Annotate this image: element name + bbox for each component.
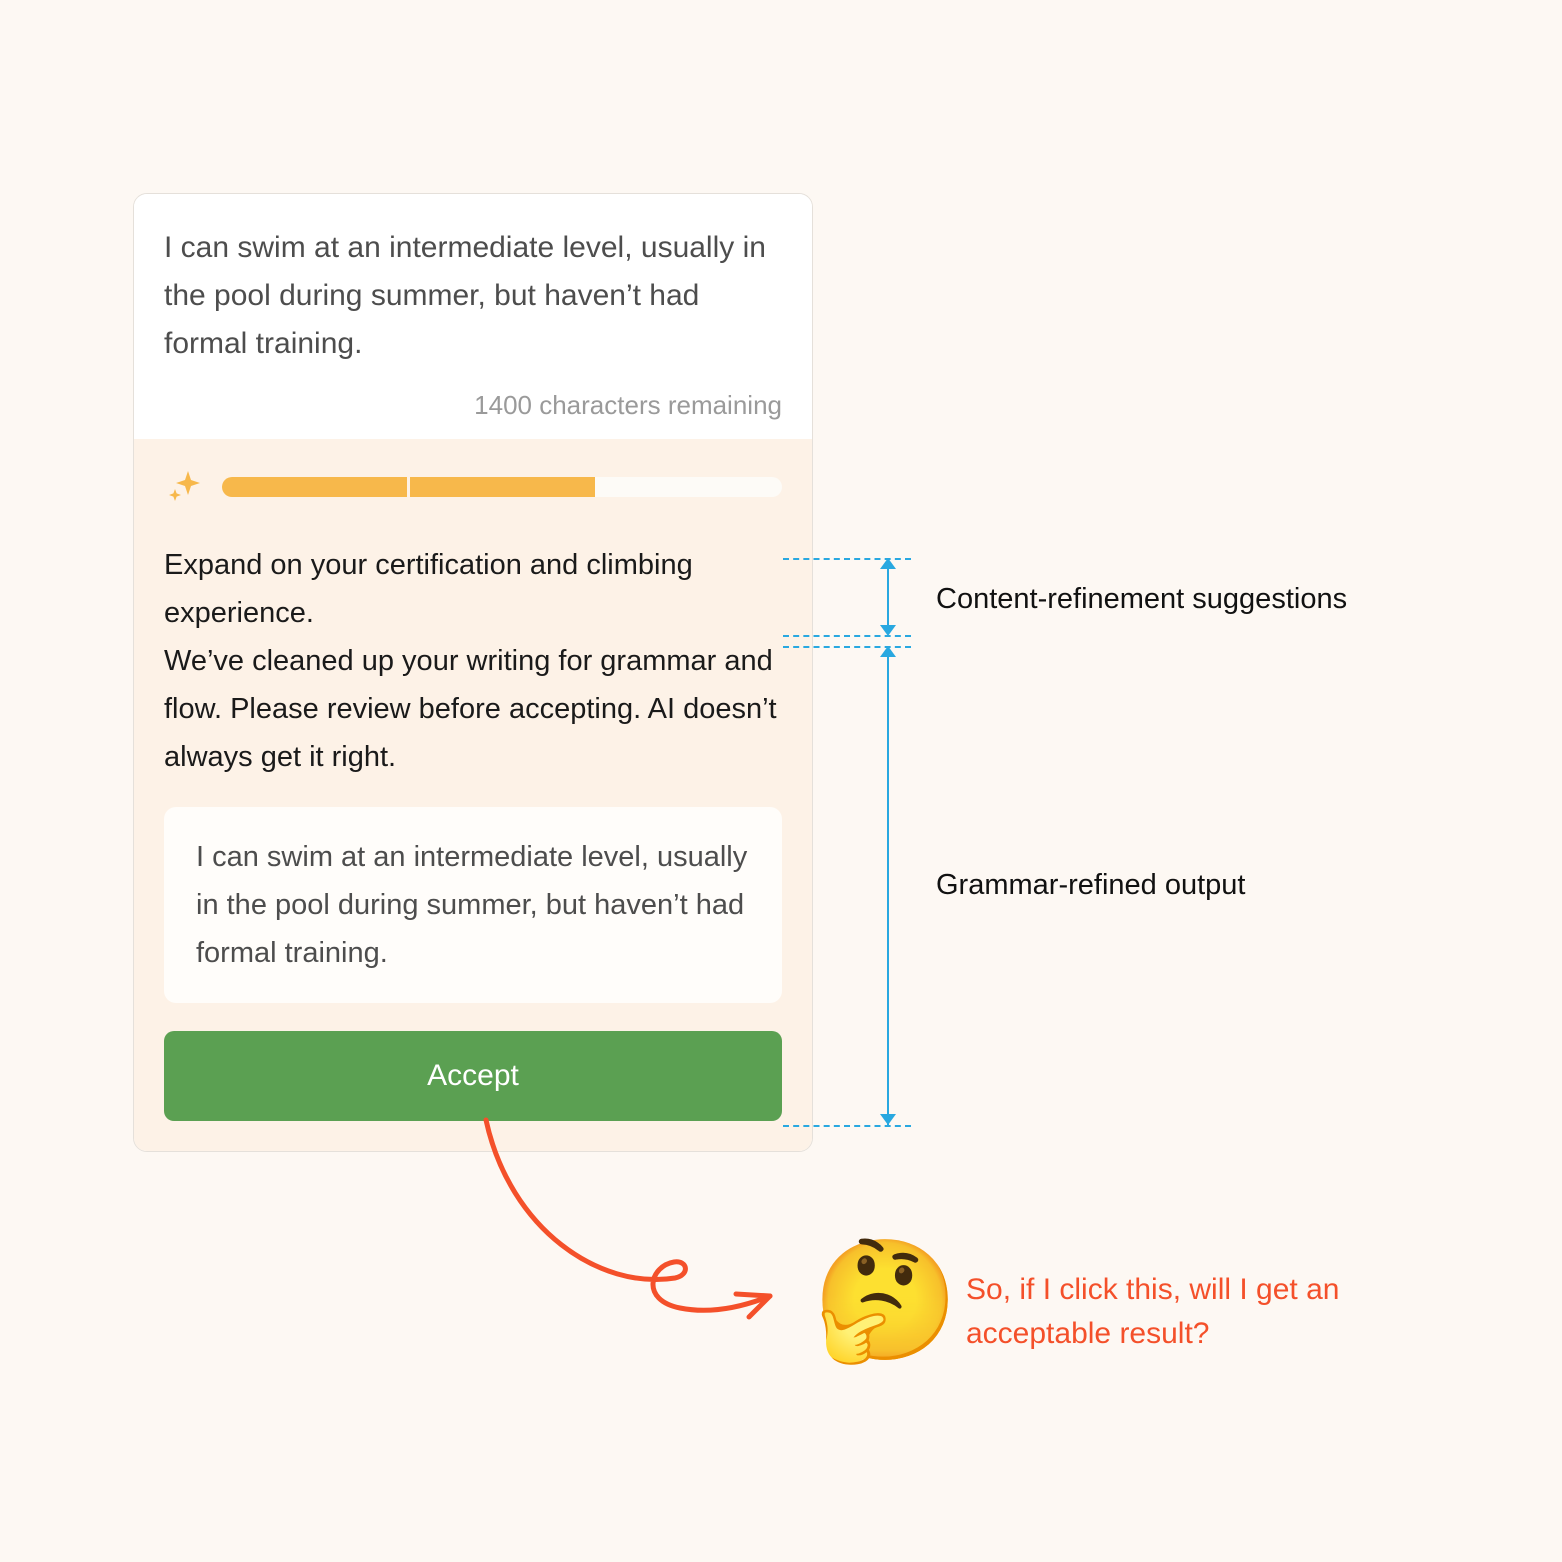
measure-arrow-up-1 — [880, 558, 896, 569]
ai-suggestion-section — [134, 439, 812, 1151]
ai-progress-row — [164, 467, 782, 507]
sparkle-icon — [164, 467, 204, 507]
user-input-text[interactable]: I can swim at an intermediate level, usually in the pool during summer, but haven’t had formal training. — [164, 231, 775, 360]
measure-arrow-up-2 — [880, 646, 896, 657]
accept-button[interactable]: Accept — [164, 1031, 782, 1121]
progress-segment-2 — [410, 477, 595, 497]
annotation-label-suggestions: Content-refinement suggestions — [936, 583, 1348, 615]
progress-segment-1 — [222, 477, 410, 497]
annotation-label-output: Grammar-refined output — [936, 869, 1246, 901]
characters-remaining-label: 1400 characters remaining — [474, 390, 782, 420]
refined-output-text: I can swim at an intermediate level, usually in the pool during summer, but haven’t had formal training. — [196, 841, 756, 969]
measure-line-1 — [887, 560, 889, 634]
thinking-face-emoji: 🤔 — [812, 1235, 959, 1367]
content-refinement-suggestion: Expand on your certification and climbing experience. — [164, 549, 701, 629]
callout-arrow-icon — [440, 1100, 840, 1340]
measure-arrow-down-2 — [880, 1114, 896, 1125]
refined-output-box — [164, 807, 782, 1003]
grammar-refinement-notice: We’ve cleaned up your writing for grammar and flow. Please review before accepting. AI doesn’t always get it right. — [164, 645, 785, 773]
ai-progress-bar — [222, 477, 782, 497]
measure-arrow-down-1 — [880, 625, 896, 636]
callout-question-text: So, if I click this, will I get an acceptable result? — [966, 1273, 1340, 1350]
input-section — [134, 194, 812, 439]
ai-writing-assistant-card — [133, 193, 813, 1152]
measure-line-2 — [887, 648, 889, 1125]
